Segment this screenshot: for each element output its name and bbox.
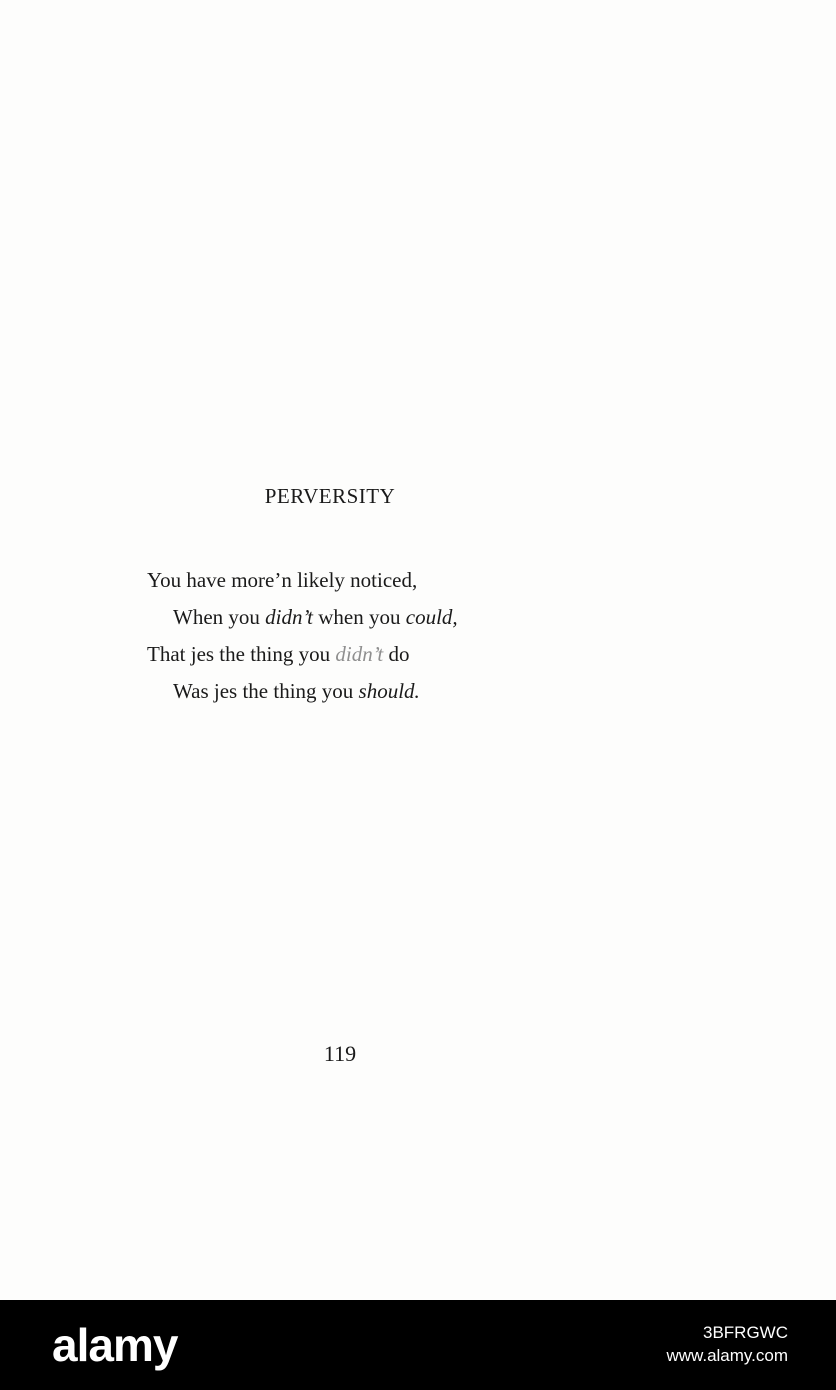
poem-segment: You have more’n likely noticed, <box>147 568 418 592</box>
poem-segment: didn’t <box>265 605 313 629</box>
poem-line <box>147 562 458 599</box>
site-url: www.alamy.com <box>666 1346 788 1365</box>
watermark-footer <box>0 1300 836 1390</box>
poem-segment: could, <box>405 605 458 629</box>
image-id: 3BFRGWC <box>703 1323 788 1342</box>
poem-segment: That jes the thing you <box>147 642 336 666</box>
poem-segment: didn’t <box>335 642 384 666</box>
image-meta <box>666 1322 788 1368</box>
poem-line <box>147 636 458 673</box>
page-number: 119 <box>323 1041 357 1066</box>
poem-line <box>147 599 458 636</box>
poem-segment: when you <box>313 605 406 629</box>
poem-title: PERVERSITY <box>264 484 396 508</box>
poem-segment: should. <box>358 679 420 703</box>
poem-segment: When you <box>173 605 266 629</box>
alamy-logo: alamy <box>52 1319 178 1371</box>
poem-segment: do <box>383 642 410 666</box>
poem-line <box>147 673 458 710</box>
poem-segment: Was jes the thing you <box>173 679 359 703</box>
poem-body <box>147 562 458 710</box>
